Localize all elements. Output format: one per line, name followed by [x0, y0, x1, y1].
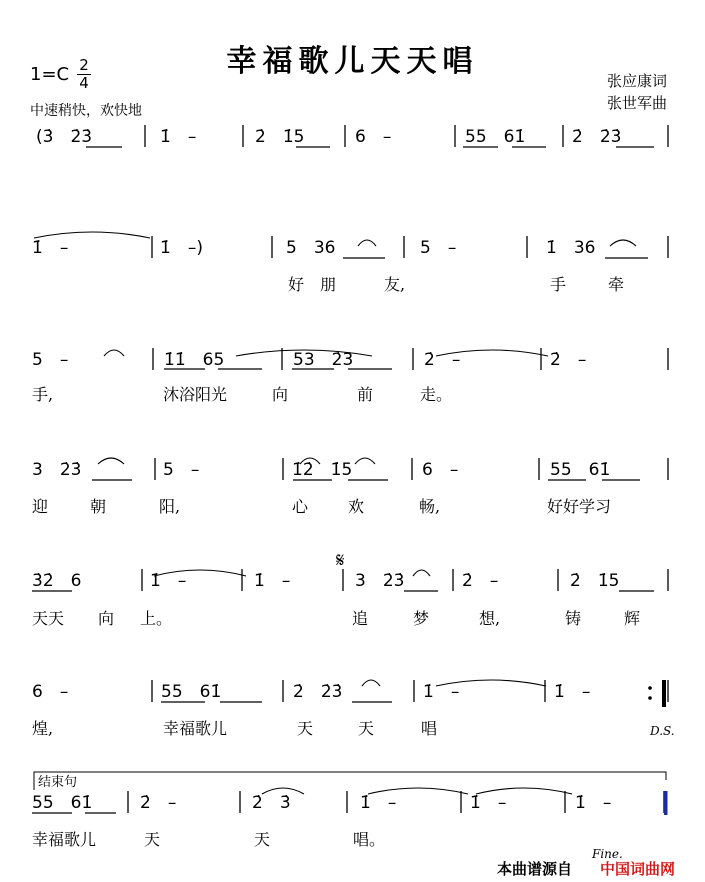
measure-notes: 1̇ –: [150, 571, 187, 591]
lyric-syllable: 上。: [140, 609, 173, 628]
lyric-syllable: 辉: [624, 609, 641, 628]
song-title: 幸福歌儿天天唱: [226, 44, 479, 79]
lyric-syllable: 牵: [608, 275, 625, 294]
lyric-syllable: 朋: [320, 275, 337, 294]
lyric-syllable: 心: [292, 497, 309, 516]
measure-notes: 2̇ 2̇3̇: [572, 127, 622, 147]
lyric-syllable: 天: [144, 830, 161, 849]
measure-notes: 55 61̇: [161, 682, 222, 702]
lyric-syllable: 走。: [420, 385, 453, 404]
tie-slur: [98, 458, 124, 464]
measure-notes: 1̇ –: [575, 793, 612, 813]
tempo-marking: 中速稍快，欢快地: [30, 103, 142, 119]
lyric-syllable: 欢: [348, 497, 365, 516]
lyric-syllable: 梦: [413, 609, 430, 628]
lyric-syllable: 天: [254, 830, 271, 849]
lyric-syllable: 向: [98, 609, 115, 628]
measure-notes: (3̇ 2̇3̇: [36, 127, 93, 147]
measure-notes: 1̇ –: [254, 571, 291, 591]
measure-notes: 5 –: [163, 460, 200, 480]
measure-notes: 55 61̇: [465, 127, 526, 147]
lyric-syllable: 好: [288, 275, 305, 294]
lyric-syllable: 铸: [565, 609, 582, 628]
measure-notes: 55 61̇: [550, 460, 611, 480]
measure-notes: 2̇ 1̇5: [570, 571, 620, 591]
measure-notes: 1̇1̇ 65: [164, 350, 225, 370]
final-thick-bar: [664, 791, 668, 815]
lyric-syllable: 沐浴阳光: [163, 385, 228, 404]
measure-notes: 2̇ –: [424, 350, 461, 370]
measure-notes: 1̇ –: [554, 682, 591, 702]
repeat-dot: [648, 696, 652, 700]
measure-notes: 6 –: [32, 682, 69, 702]
composer-credit: 张世军曲: [606, 94, 667, 112]
tie-slur: [413, 570, 430, 576]
tie-slur: [358, 240, 376, 246]
measure-notes: 1̇ –: [360, 793, 397, 813]
tie-slur: [355, 458, 375, 464]
lyric-syllable: 幸福歌儿: [163, 719, 228, 738]
lyric-syllable: 前: [357, 385, 374, 404]
lyric-syllable: 幸福歌儿: [32, 830, 97, 849]
lyric-syllable: 天: [358, 719, 375, 738]
lyric-syllable: 手,: [32, 385, 54, 404]
lyric-syllable: 迎: [32, 497, 49, 516]
measure-notes: 5 –: [32, 350, 69, 370]
tie-slur: [362, 680, 380, 686]
measure-notes: 3̇2̇ 6: [32, 571, 82, 591]
ds-marking: D.S.: [650, 724, 675, 738]
source-prefix: 本曲谱源自: [497, 860, 573, 878]
measure-notes: 3 2̇3̇: [355, 571, 405, 591]
measure-notes: 2̇ –: [550, 350, 587, 370]
lyric-syllable: 畅,: [419, 497, 441, 516]
lyricist-credit: 张应康词: [606, 72, 667, 90]
lyric-syllable: 追: [352, 609, 369, 628]
measure-notes: 6 –: [422, 460, 459, 480]
lyric-syllable: 想,: [479, 609, 501, 628]
repeat-dot: [648, 686, 652, 690]
measure-notes: 2̇ –: [462, 571, 499, 591]
lyric-syllable: 唱: [421, 719, 438, 738]
measure-notes: 1̇ –: [470, 793, 507, 813]
measure-notes: 3 2̇3̇: [32, 460, 82, 480]
tie-slur: [610, 240, 636, 246]
lyric-syllable: 向: [272, 385, 289, 404]
segno-sign: 𝄋: [336, 548, 345, 572]
source-site-link[interactable]: 中国词曲网: [600, 860, 676, 878]
lyric-syllable: 朝: [90, 497, 107, 516]
measure-notes: 1̇ 36: [546, 238, 596, 258]
key-signature: 1=C: [30, 64, 70, 85]
measure-notes: 53 2̇3̇: [293, 350, 354, 370]
measure-notes: 2̇ 3̇: [252, 793, 291, 813]
lyric-syllable: 天天: [32, 609, 65, 628]
repeat-thick-bar: [662, 680, 666, 707]
lyric-syllable: 好好学习: [547, 497, 612, 516]
lyric-syllable: 煌,: [32, 719, 54, 738]
measure-notes: 55 61̇: [32, 793, 93, 813]
lyric-syllable: 天: [297, 719, 314, 738]
measure-notes: 1̇ –: [160, 127, 197, 147]
measure-notes: 5 –: [420, 238, 457, 258]
coda-label: 结束句: [38, 775, 78, 790]
measure-notes: 1̇2̇ 1̇5: [292, 460, 353, 480]
measure-notes: 2̇ 2̇3̇: [293, 682, 343, 702]
measure-notes: 2̇ –: [140, 793, 177, 813]
fine-marking: Fine.: [592, 847, 623, 861]
lyric-syllable: 阳,: [159, 497, 181, 516]
coda-bracket: [34, 772, 666, 790]
meter-top: 2: [79, 56, 89, 74]
measure-notes: 6 –: [355, 127, 392, 147]
lyric-syllable: 友,: [384, 275, 406, 294]
measure-notes: 2̇ 1̇5: [255, 127, 305, 147]
measure-notes: 1̇ –: [32, 238, 69, 258]
measure-notes: 1̇ –): [160, 238, 203, 258]
tie-slur: [104, 350, 124, 356]
lyric-syllable: 唱。: [353, 830, 386, 849]
measure-notes: 1̇ –: [423, 682, 460, 702]
measure-notes: 5 36: [286, 238, 336, 258]
score-content: [32, 125, 675, 861]
meter-bottom: 4: [79, 74, 89, 92]
lyric-syllable: 手: [550, 275, 567, 294]
